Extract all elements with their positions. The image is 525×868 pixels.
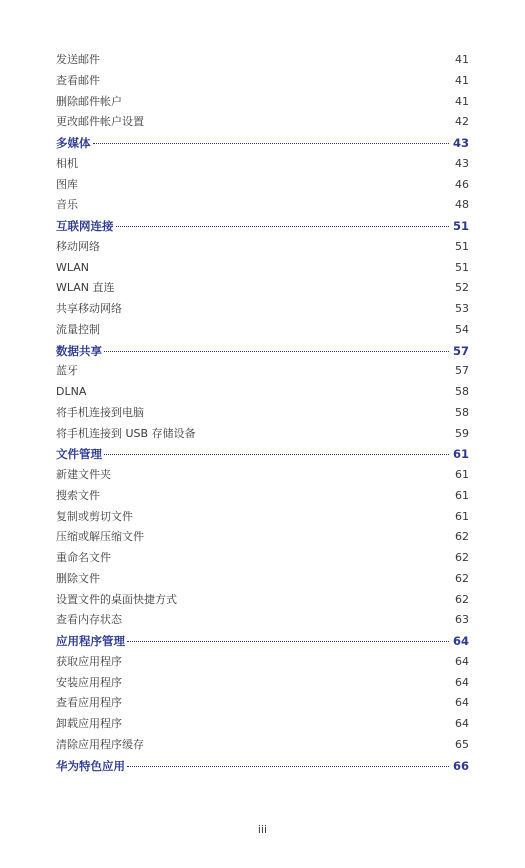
toc-entry-page: 63 (455, 613, 469, 627)
toc-entry-page: 65 (455, 737, 469, 751)
toc-entry-page: 64 (452, 634, 469, 648)
toc-entry-title: 获取应用程序 (56, 654, 122, 668)
toc-entry-page: 64 (455, 696, 469, 710)
toc-entry-title: 查看内存状态 (56, 613, 122, 627)
toc-entry-title: 删除文件 (56, 571, 100, 585)
toc-entry-page: 54 (455, 322, 469, 336)
toc-entry-title: 相机 (56, 156, 78, 170)
toc-entry-title: 复制或剪切文件 (56, 509, 133, 523)
toc-entry-title: 华为特色应用 (56, 758, 125, 773)
toc-entry-page: 64 (455, 675, 469, 689)
dot-leader (104, 351, 449, 352)
toc-entry[interactable] (56, 693, 469, 714)
toc-section-entry[interactable] (56, 756, 469, 777)
toc-entry[interactable] (56, 527, 469, 548)
toc-entry-page: 61 (452, 447, 469, 462)
toc-entry[interactable] (56, 569, 469, 590)
toc-entry-page: 42 (455, 115, 469, 129)
toc-entry-page: 61 (455, 468, 469, 481)
toc-entry-title: 发送邮件 (56, 53, 100, 66)
toc-entry-title: 流量控制 (56, 322, 100, 336)
dot-leader (116, 226, 449, 227)
dot-leader (104, 454, 449, 455)
toc-entry[interactable] (56, 92, 469, 113)
toc-entry-title: 查看应用程序 (56, 696, 122, 710)
toc-entry-page: 62 (455, 592, 469, 606)
toc-entry-title: 查看邮件 (56, 73, 100, 87)
toc-entry-page: 57 (452, 343, 469, 358)
toc-entry-title: DLNA (56, 385, 87, 398)
toc-entry-title: WLAN 直连 (56, 281, 115, 295)
toc-entry-page: 61 (455, 488, 469, 502)
toc-entry-title: 删除邮件帐户 (56, 94, 122, 108)
toc-entry[interactable] (56, 382, 469, 403)
toc-entry-page: 62 (455, 551, 469, 564)
toc-entry[interactable] (56, 735, 469, 756)
toc-entry-title: 重命名文件 (56, 551, 111, 564)
toc-entry[interactable] (56, 673, 469, 694)
toc-entry[interactable] (56, 278, 469, 299)
toc-entry-page: 62 (455, 530, 469, 544)
toc-entry-page: 51 (452, 219, 469, 233)
toc-entry-page: 43 (452, 136, 469, 150)
toc-entry[interactable] (56, 465, 469, 486)
toc-entry-title: 移动网络 (56, 239, 100, 253)
toc-entry-page: 41 (455, 53, 469, 66)
toc-entry[interactable] (56, 714, 469, 735)
toc-entry-title: 蓝牙 (56, 364, 78, 378)
toc-entry[interactable] (56, 299, 469, 320)
toc-entry-title: 图库 (56, 177, 78, 191)
toc-section-entry[interactable] (56, 133, 469, 154)
toc-entry[interactable] (56, 237, 469, 258)
toc-entry-page: 66 (452, 758, 469, 773)
toc-section-entry[interactable] (56, 631, 469, 652)
toc-entry-page: 41 (455, 94, 469, 108)
toc-entry-page: 53 (455, 302, 469, 315)
toc-entry-title: 互联网连接 (56, 219, 114, 233)
toc-entry-page: 58 (455, 385, 469, 398)
toc-entry-title: 将手机连接到电脑 (56, 405, 144, 419)
toc-entry-page: 52 (455, 281, 469, 295)
table-of-contents (56, 50, 469, 776)
toc-entry-title: 安装应用程序 (56, 675, 122, 689)
toc-entry-title: 更改邮件帐户设置 (56, 115, 144, 129)
page-number: iii (257, 823, 268, 836)
toc-entry[interactable] (56, 424, 469, 445)
toc-entry-title: 应用程序管理 (56, 634, 125, 648)
toc-entry-page: 51 (455, 260, 469, 274)
toc-entry[interactable] (56, 175, 469, 196)
toc-entry[interactable] (56, 507, 469, 528)
toc-entry-page: 57 (455, 364, 469, 378)
toc-entry-title: 数据共享 (56, 343, 102, 358)
toc-entry-page: 58 (455, 405, 469, 419)
toc-entry-title: 共享移动网络 (56, 302, 122, 315)
toc-entry-title: 将手机连接到 USB 存储设备 (56, 426, 196, 440)
toc-entry[interactable] (56, 652, 469, 673)
toc-entry[interactable] (56, 258, 469, 279)
toc-entry-page: 48 (455, 198, 469, 212)
toc-entry-title: 多媒体 (56, 136, 91, 150)
toc-entry-title: 清除应用程序缓存 (56, 737, 144, 751)
toc-entry[interactable] (56, 590, 469, 611)
toc-entry-title: 音乐 (56, 198, 78, 212)
toc-entry-page: 62 (455, 571, 469, 585)
toc-entry[interactable] (56, 195, 469, 216)
toc-entry-page: 64 (455, 717, 469, 730)
toc-entry-title: 搜索文件 (56, 488, 100, 502)
toc-entry-page: 43 (455, 156, 469, 170)
toc-entry-page: 61 (455, 509, 469, 523)
toc-entry-title: 新建文件夹 (56, 468, 111, 481)
dot-leader (127, 641, 449, 642)
dot-leader (127, 766, 449, 767)
toc-entry-title: WLAN (56, 260, 90, 274)
toc-entry[interactable] (56, 610, 469, 631)
toc-entry[interactable] (56, 112, 469, 133)
toc-entry-title: 设置文件的桌面快捷方式 (56, 592, 177, 606)
toc-entry-page: 64 (455, 654, 469, 668)
toc-section-entry[interactable] (56, 216, 469, 237)
toc-entry[interactable] (56, 486, 469, 507)
dot-leader (93, 143, 449, 144)
toc-entry-page: 46 (455, 177, 469, 191)
toc-entry-title: 压缩或解压缩文件 (56, 530, 144, 544)
toc-entry-title: 卸载应用程序 (56, 717, 122, 730)
toc-section-entry[interactable] (56, 341, 469, 362)
toc-entry[interactable] (56, 320, 469, 341)
toc-entry[interactable] (56, 50, 469, 71)
toc-entry-page: 59 (455, 426, 469, 440)
toc-entry[interactable] (56, 71, 469, 92)
toc-entry[interactable] (56, 361, 469, 382)
toc-entry[interactable] (56, 403, 469, 424)
toc-entry[interactable] (56, 154, 469, 175)
toc-entry-page: 51 (455, 239, 469, 253)
toc-entry-page: 41 (455, 73, 469, 87)
toc-section-entry[interactable] (56, 444, 469, 465)
toc-entry-title: 文件管理 (56, 447, 102, 462)
toc-entry[interactable] (56, 548, 469, 569)
